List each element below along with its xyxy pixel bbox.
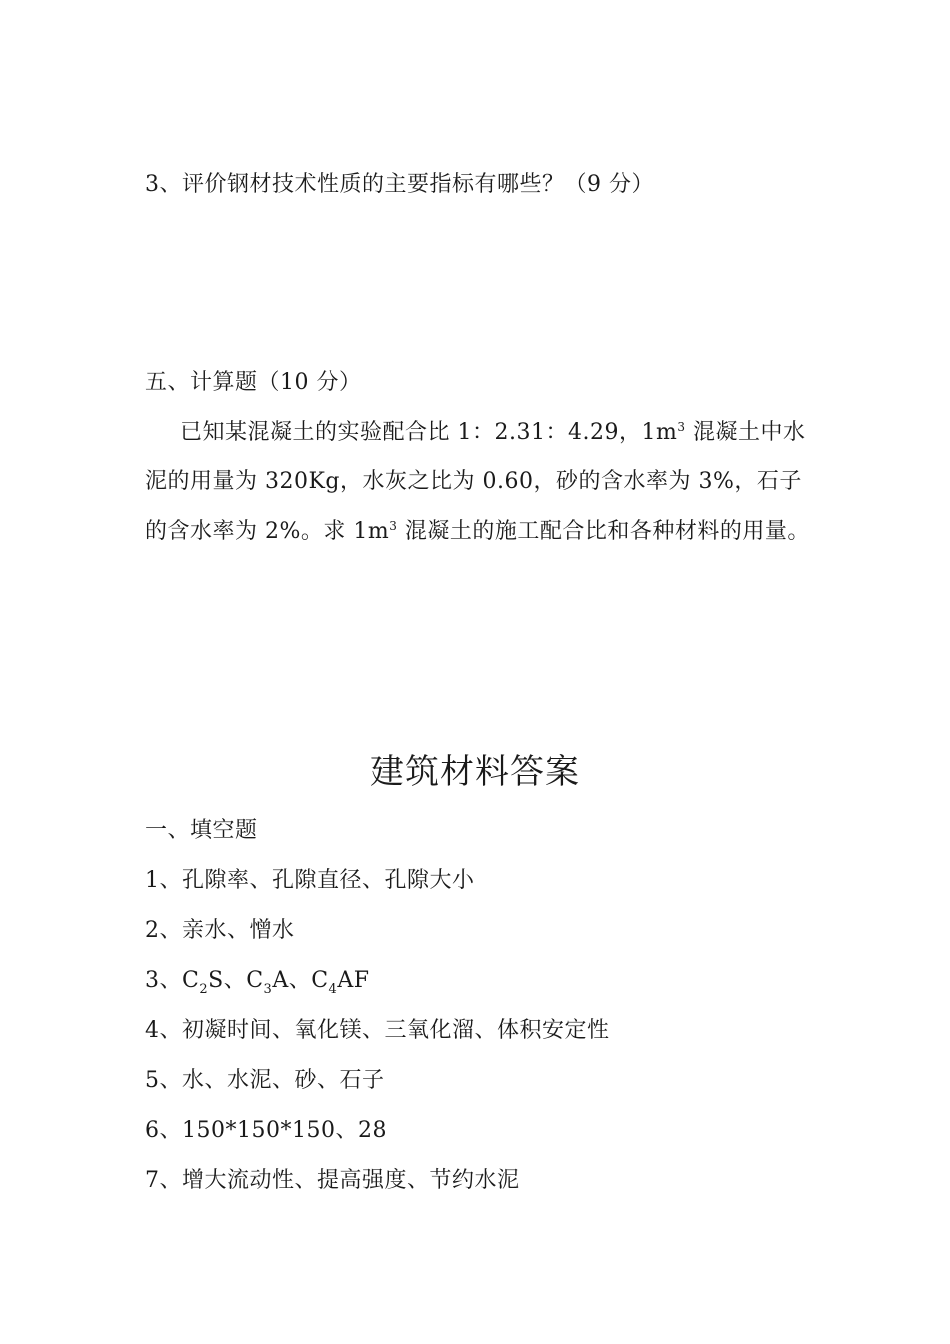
- calc-line-1-text-b: 混凝土中水: [685, 420, 806, 445]
- calc-problem-line-1: [145, 418, 807, 448]
- calc-problem-line-3: [145, 517, 810, 547]
- subscript: 3: [263, 982, 273, 997]
- subscript: 2: [199, 982, 209, 997]
- calc-line-3-text-b: 混凝土的施工配合比和各种材料的用量。: [397, 519, 810, 544]
- answer-1: 1、孔隙率、孔隙直径、孔隙大小: [145, 868, 475, 893]
- calc-line-1-text-a: 已知某混凝土的实验配合比 1：2.31：4.29，1m: [180, 420, 678, 445]
- calc-problem-line-2: 泥的用量为 320Kg，水灰之比为 0.60，砂的含水率为 3%，石子: [145, 469, 802, 494]
- answer-5: 5、水、水泥、砂、石子: [145, 1068, 385, 1093]
- answer-3: [145, 966, 369, 996]
- subscript: 4: [328, 982, 338, 997]
- answer-3-part: AF: [337, 968, 370, 993]
- answer-3-part: 3、C: [145, 968, 200, 993]
- superscript-3: 3: [389, 519, 398, 533]
- answer-6: 6、150*150*150、28: [145, 1118, 387, 1143]
- answer-7: 7、增大流动性、提高强度、节约水泥: [145, 1168, 520, 1193]
- calc-line-3-text-a: 的含水率为 2%。求 1m: [145, 519, 390, 544]
- question-3: 3、评价钢材技术性质的主要指标有哪些？（9 分）: [145, 172, 654, 197]
- answer-3-part: S、C: [208, 968, 264, 993]
- answer-title: 建筑材料答案: [370, 752, 580, 792]
- fill-blank-heading: 一、填空题: [145, 818, 258, 843]
- superscript-3: 3: [677, 420, 686, 434]
- answer-2: 2、亲水、憎水: [145, 918, 295, 943]
- section-5-heading: 五、计算题（10 分）: [145, 370, 362, 395]
- answer-4: 4、初凝时间、氧化镁、三氧化溜、体积安定性: [145, 1018, 610, 1043]
- answer-3-part: A、C: [272, 968, 329, 993]
